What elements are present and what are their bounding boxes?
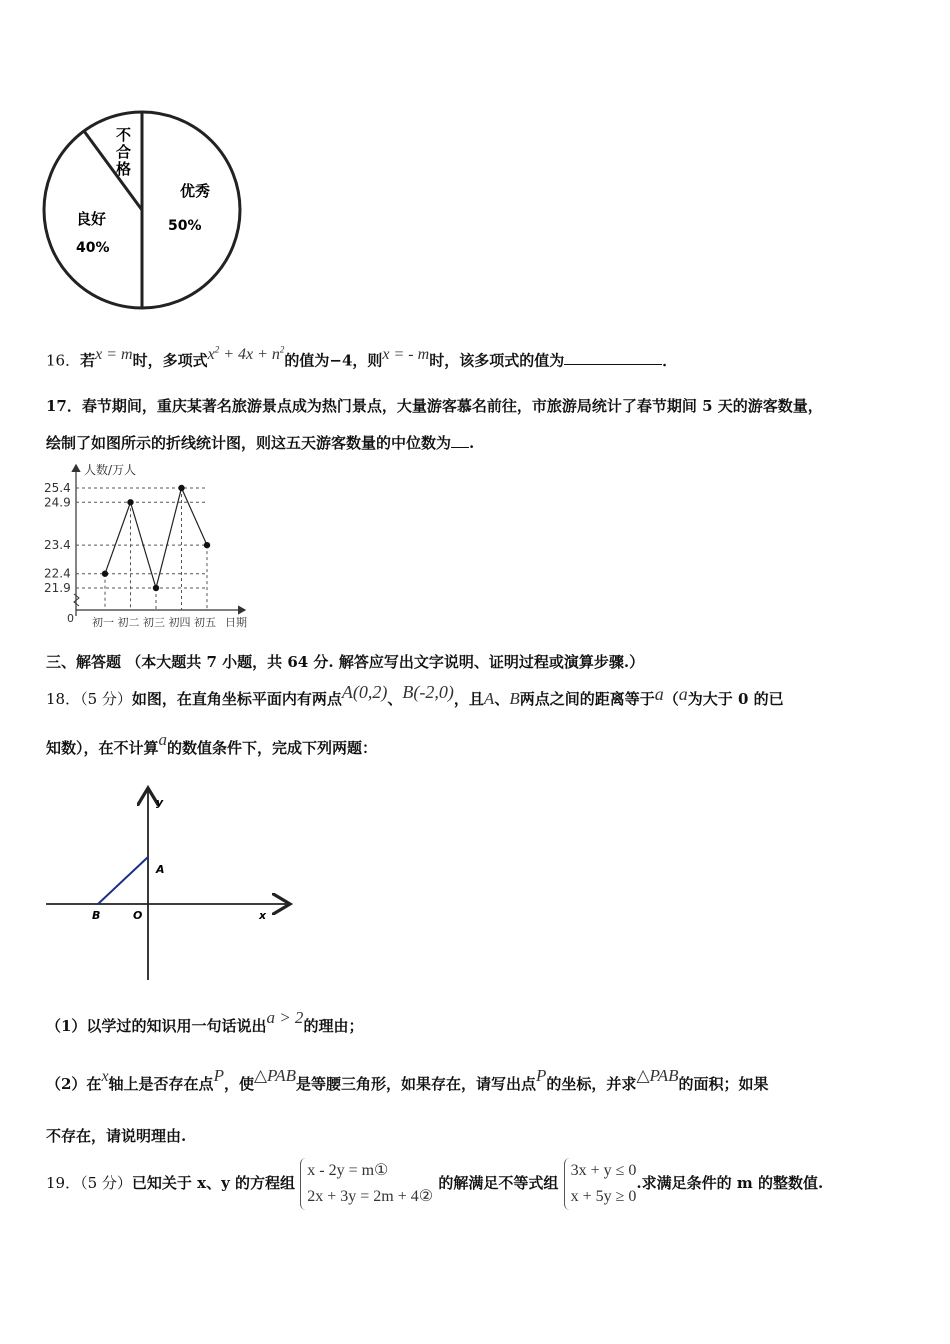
data-point xyxy=(178,485,184,491)
x-tick-label: 初二 xyxy=(117,616,140,629)
data-point xyxy=(102,571,108,577)
y-tick-label: 23.4 xyxy=(44,538,71,553)
x-axis-label: 日期 xyxy=(225,616,247,629)
question-18-part2: （2）在x轴上是否存在点P，使△PAB是等腰三角形，如果存在，请写出点P的坐标，并求△PAB的面积；如果 xyxy=(46,1066,769,1093)
x-tick-label: 初五 xyxy=(194,616,216,629)
y-tick-label: 22.4 xyxy=(44,566,71,581)
origin-label: O xyxy=(133,909,143,922)
pie-label-fail: 不合格 xyxy=(116,126,132,178)
x-tick-label: 初四 xyxy=(168,616,191,629)
point-a-label: A xyxy=(156,863,165,876)
equation-system: x - 2y = m① 2x + 3y = 2m + 4② xyxy=(300,1158,433,1210)
y-tick-label: 25.4 xyxy=(44,481,71,495)
question-16: 16．若x = m时，多项式$x^2 + 4x + n^2$的值为−4，则x = - m时，该多项式的值为 ． xyxy=(46,345,678,370)
pie-divider-diagonal xyxy=(84,131,142,210)
x-tick-label: 初三 xyxy=(143,616,165,629)
y-label: y xyxy=(156,796,164,809)
pie-value-excellent: 50% xyxy=(168,218,202,234)
y-tick-label: 24.9 xyxy=(44,495,71,510)
pie-chart xyxy=(40,108,250,318)
data-point xyxy=(153,585,159,591)
series-line xyxy=(105,488,207,588)
q16-number: 16． xyxy=(46,351,81,370)
answer-blank-17 xyxy=(451,433,469,448)
question-18-line1: 18．（5 分）如图，在直角坐标平面内有两点A(0,2)、B(-2,0)，且A、B两点之间的距离等于a（a为大于 0 的已 xyxy=(46,682,784,708)
segment-ab xyxy=(98,857,148,904)
pie-label-good: 良好 xyxy=(76,210,107,228)
question-17-line2: 绘制了如图所示的折线统计图，则这五天游客数量的中位数为 . xyxy=(46,434,475,452)
data-point xyxy=(204,542,210,548)
inequality-system: 3x + y ≤ 0 x + 5y ≥ 0 xyxy=(564,1158,637,1210)
coordinate-figure xyxy=(40,780,300,985)
y-tick-label: 21.9 xyxy=(44,581,71,595)
question-18-part1: （1）以学过的知识用一句话说出a > 2的理由； xyxy=(46,1008,364,1035)
polynomial: $x^2 + 4x + n^2$ xyxy=(207,345,285,364)
section-heading: 三、解答题 （本大题共 7 小题，共 64 分. 解答应写出文字说明、证明过程或演算步骤.） xyxy=(46,653,645,671)
origin-label: 0 xyxy=(67,612,74,625)
pie-value-good: 40% xyxy=(76,240,110,256)
question-18-line2: 知数），在不计算a的数值条件下，完成下列两题： xyxy=(46,730,378,757)
x-label: x xyxy=(259,909,267,922)
answer-blank-16 xyxy=(564,350,662,365)
pie-label-excellent: 优秀 xyxy=(180,182,211,200)
axis-break xyxy=(74,594,79,606)
question-18-part2-line2: 不存在，请说明理由. xyxy=(46,1127,187,1145)
question-17-line1: 17．春节期间，重庆某著名旅游景点成为热门景点，大量游客慕名前往，市旅游局统计了春节期间 5 天的游客数量， xyxy=(46,397,823,415)
data-point xyxy=(127,499,133,505)
question-19: 19．（5 分）已知关于 x、y 的方程组 x - 2y = m① 2x + 3y = 2m + 4② 的解满足不等式组 3x + y ≤ 0 x + 5y ≥ 0.求满足条件的 m 的整数值. xyxy=(46,1158,823,1210)
x-tick-label: 初一 xyxy=(92,616,114,629)
point-b-label: B xyxy=(92,909,101,922)
y-axis-label: 人数/万人 xyxy=(84,463,137,477)
line-chart xyxy=(40,460,265,635)
